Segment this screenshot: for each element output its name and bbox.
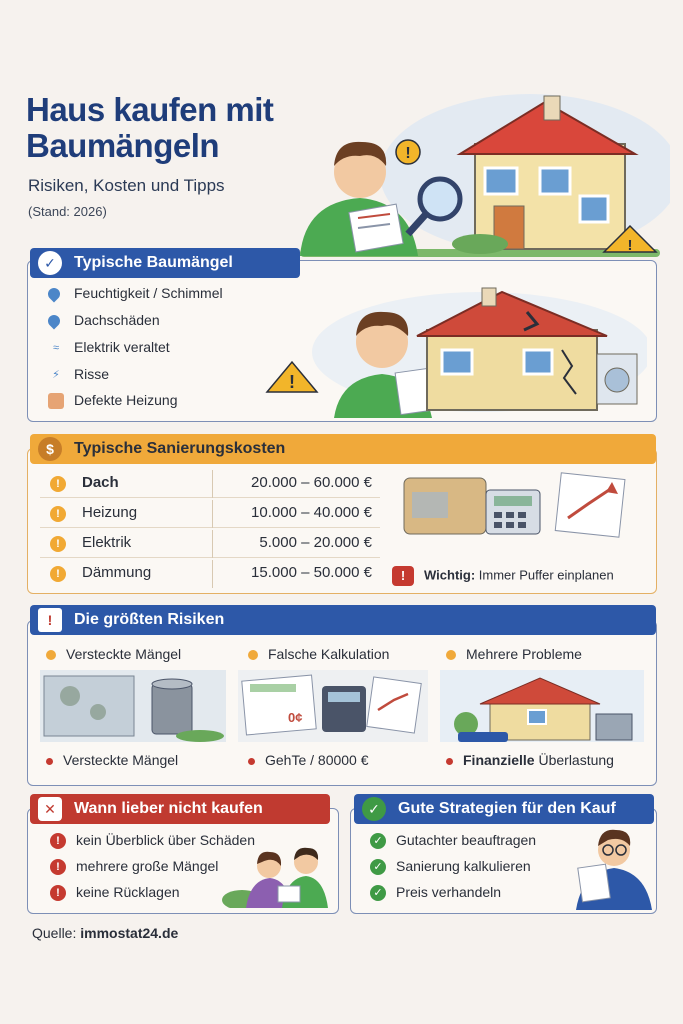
date-stamp: (Stand: 2026) [28, 204, 107, 219]
bullet-icon [248, 758, 255, 765]
bullet-icon [446, 758, 453, 765]
document-value-text: 0¢ [288, 710, 303, 725]
cost-row: ! Heizung 10.000 – 40.000 € [40, 500, 380, 528]
risk-detail: GehTe / 80000 € [248, 752, 369, 768]
svg-text:!: ! [627, 237, 633, 254]
check-icon: ✓ [370, 833, 386, 849]
expert-illustration [572, 826, 654, 910]
check-circle-icon: ✓ [362, 797, 386, 821]
risk-title: Mehrere Probleme [446, 646, 582, 662]
alert-icon: ! [50, 566, 66, 582]
bullet-icon [248, 650, 258, 660]
water-drop-icon [46, 313, 63, 330]
avoid-item: ! keine Rücklagen [50, 884, 180, 901]
cost-row: ! Elektrik 5.000 – 20.000 € [40, 530, 380, 558]
bullet-icon [46, 758, 53, 765]
page-title: Haus kaufen mit Baumängeln [26, 91, 274, 164]
defect-item: ≈ Elektrik veraltet [48, 339, 170, 356]
strategy-item: ✓ Preis verhandeln [370, 884, 501, 901]
svg-text:!: ! [405, 145, 411, 162]
risk-detail: Finanzielle Überlastung [446, 752, 614, 768]
defect-item: Feuchtigkeit / Schimmel [48, 285, 223, 301]
cost-row: ! Dach 20.000 – 60.000 € [40, 470, 380, 498]
bullet-icon [46, 650, 56, 660]
shield-check-icon: ✓ [38, 251, 62, 275]
strategy-item: ✓ Gutachter beauftragen [370, 832, 536, 849]
defect-item: Defekte Heizung [48, 392, 178, 409]
warning-triangle-icon: ! [38, 608, 62, 632]
alert-icon: ! [50, 833, 66, 849]
close-icon: ✕ [38, 797, 62, 821]
risk-title: Versteckte Mängel [46, 646, 181, 662]
calculation-illustration [238, 670, 428, 742]
svg-text:!: ! [289, 372, 295, 392]
cost-documents-illustration [398, 466, 648, 552]
bullet-icon [446, 650, 456, 660]
water-drop-icon [46, 286, 63, 303]
source-link[interactable]: immostat24.de [80, 925, 179, 941]
money-bag-icon: $ [38, 437, 62, 461]
strategy-item: ✓ Sanierung kalkulieren [370, 858, 531, 875]
crack-icon: ⚡ [52, 369, 60, 382]
source-credit: Quelle: immostat24.de [32, 925, 179, 941]
warning-sign-icon [396, 140, 420, 164]
cost-note: ! Wichtig: Immer Puffer einplanen [392, 566, 614, 586]
alert-icon: ! [50, 885, 66, 901]
wiring-icon: ≈ [52, 342, 60, 355]
check-icon: ✓ [370, 859, 386, 875]
risk-detail: Versteckte Mängel [46, 752, 178, 768]
costs-heading: $ Typische Sanierungskosten [30, 434, 656, 464]
damaged-house-illustration [262, 282, 647, 418]
alert-icon: ! [50, 476, 66, 492]
risks-heading: ! Die größten Risiken [30, 605, 656, 635]
defects-heading: ✓ Typische Baumängel [30, 248, 300, 278]
avoid-item: ! mehrere große Mängel [50, 858, 218, 875]
strategies-heading: ✓ Gute Strategien für den Kauf [354, 794, 654, 824]
avoid-heading: ✕ Wann lieber nicht kaufen [30, 794, 330, 824]
check-icon: ✓ [370, 885, 386, 901]
page-subtitle: Risiken, Kosten und Tipps [28, 176, 225, 195]
radiator-icon [48, 393, 64, 409]
warning-icon: ! [392, 566, 414, 586]
couple-illustration [222, 842, 334, 908]
header-illustration [290, 84, 670, 260]
risk-title: Falsche Kalkulation [248, 646, 389, 662]
alert-icon: ! [50, 536, 66, 552]
defect-item: Dachschäden [48, 312, 160, 328]
defect-item: ⚡ Risse [48, 366, 109, 383]
alert-icon: ! [50, 859, 66, 875]
hidden-defects-illustration [40, 670, 226, 742]
avoid-item: ! kein Überblick über Schäden [50, 832, 255, 849]
cost-row: ! Dämmung 15.000 – 50.000 € [40, 560, 380, 588]
multiple-problems-illustration [440, 670, 644, 742]
alert-icon: ! [50, 506, 66, 522]
